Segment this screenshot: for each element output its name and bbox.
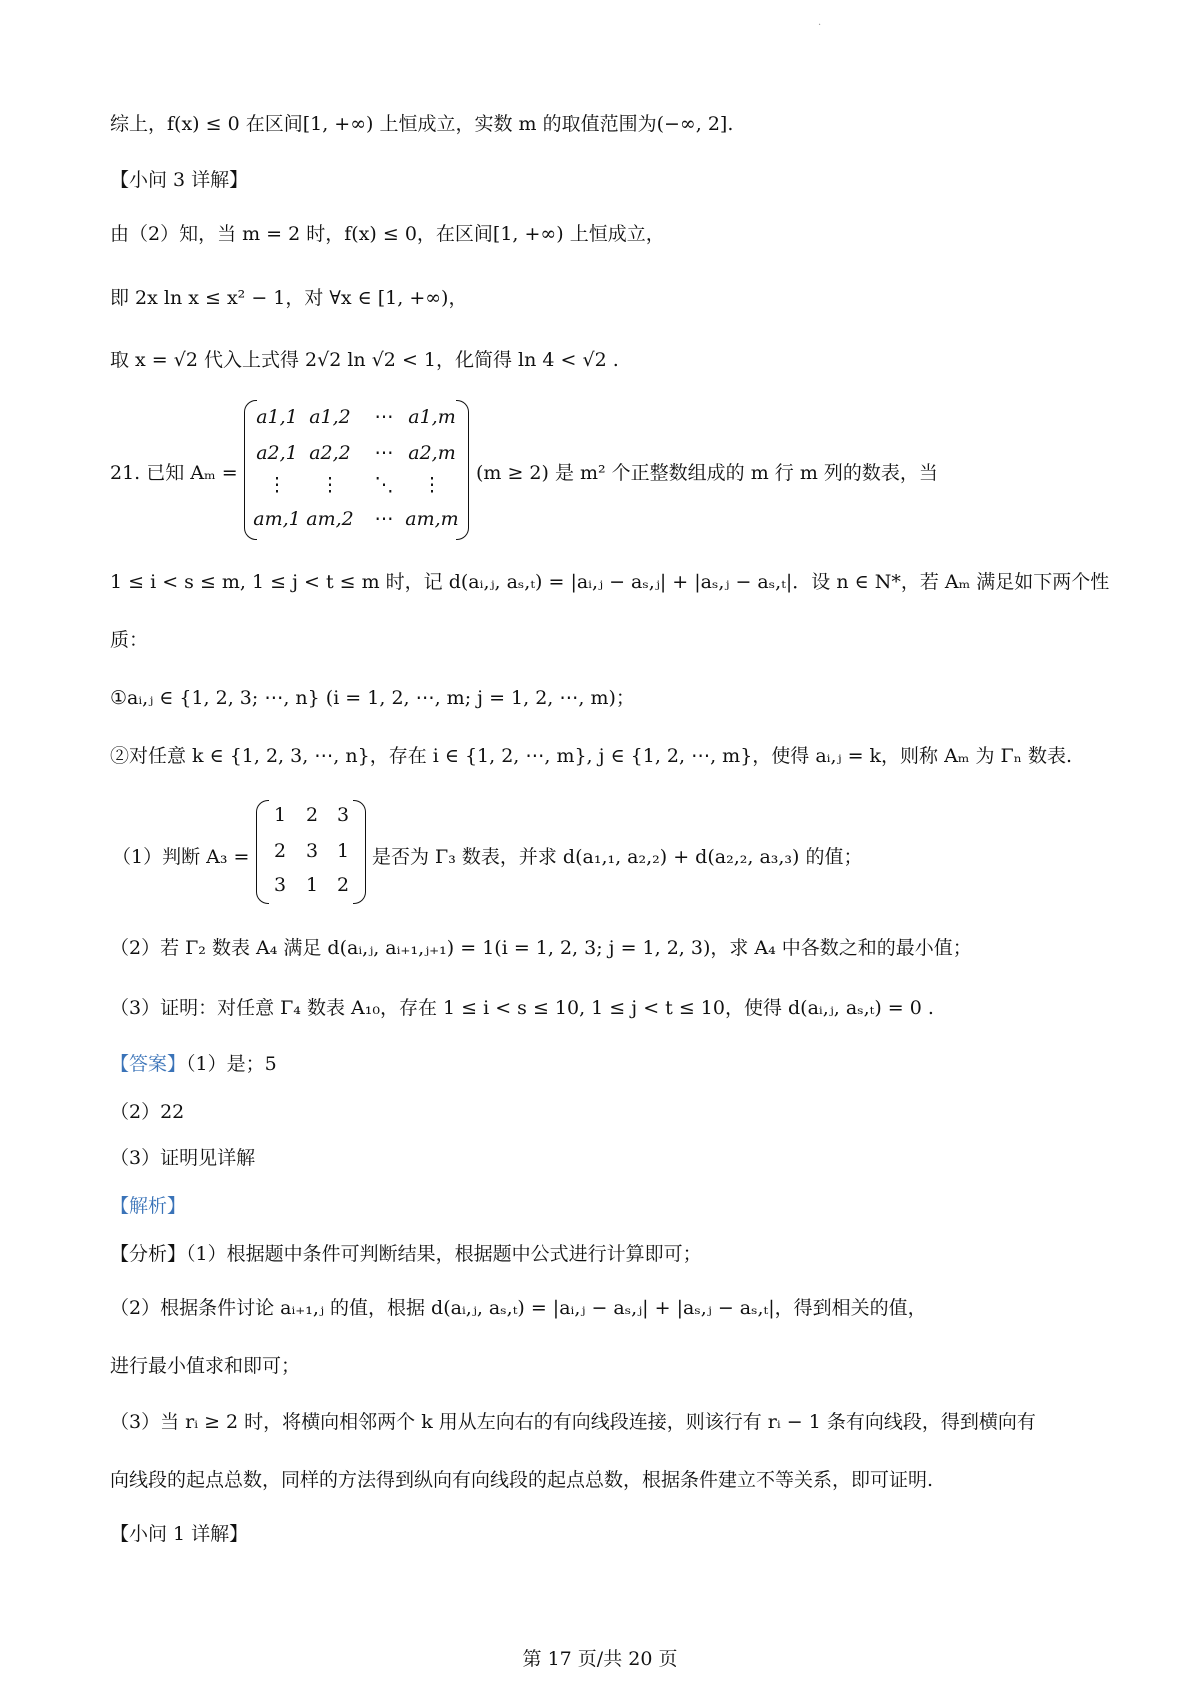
answer-part2: （2）22 [110, 1101, 185, 1123]
matrix-cell: 1 [273, 804, 287, 826]
section-heading-q3: 【小问 3 详解】 [110, 169, 249, 191]
matrix-cell: a1,1 [256, 406, 298, 428]
fenxi-line [110, 1242, 702, 1267]
matrix-cell: 2 [336, 874, 350, 896]
matrix-a3 [256, 800, 366, 904]
q21-suffix: (m ≥ 2) 是 m² 个正整数组成的 m 行 m 列的数表，当 [476, 462, 938, 484]
conclusion-line: 综上，f(x) ≤ 0 在区间[1, +∞) 上恒成立，实数 m 的取值范围为(−∞, 2]. [110, 113, 734, 135]
analysis-label: 【解析】 [110, 1195, 187, 1217]
answer-label: 【答案】 [110, 1053, 187, 1075]
property-2: ②对任意 k ∈ {1, 2, 3, ⋯, n}，存在 i ∈ {1, 2, ⋯, m}, j ∈ {1, 2, ⋯, m}，使得 aᵢ,ⱼ = k，则称 Aₘ 为 Γₙ 数表. [110, 745, 1073, 767]
matrix-cell: ⋯ [374, 406, 394, 428]
answer-line [110, 1052, 277, 1077]
matrix-cell: ⋯ [374, 508, 394, 530]
matrix-cell: am,2 [306, 508, 354, 530]
matrix-cell: 3 [273, 874, 287, 896]
matrix-cell: 2 [273, 840, 287, 862]
matrix-am [244, 400, 469, 540]
answer-part3: （3）证明见详解 [110, 1147, 256, 1169]
left-paren [256, 800, 269, 904]
matrix-cell: a2,1 [256, 442, 298, 464]
page-footer: 第 17 页/共 20 页 [522, 1648, 678, 1670]
fenxi-label: 【分析】 [110, 1243, 187, 1265]
text-line: 取 x = √2 代入上式得 2√2 ln √2 < 1，化简得 ln 4 < √2 . [110, 349, 619, 371]
matrix-cell: 3 [336, 804, 350, 826]
top-dot: · [818, 20, 822, 31]
property-1: ①aᵢ,ⱼ ∈ {1, 2, 3; ⋯, n} (i = 1, 2, ⋯, m; j = 1, 2, ⋯, m)； [110, 687, 635, 709]
matrix-cell: a1,m [408, 406, 456, 428]
matrix-cell: ⋱ [374, 474, 394, 496]
fenxi-text: （1）根据题中条件可判断结果，根据题中公式进行计算即可； [186, 1243, 702, 1265]
matrix-cell: a2,m [408, 442, 456, 464]
matrix-cell: 2 [305, 804, 319, 826]
text-line: 质： [110, 629, 149, 651]
matrix-cell: ⋮ [320, 474, 340, 496]
matrix-cell: ⋮ [267, 474, 287, 496]
fenxi-part2: （2）根据条件讨论 aᵢ₊₁,ⱼ 的值，根据 d(aᵢ,ⱼ, aₛ,ₜ) = |aᵢ,ⱼ − aₛ,ⱼ| + |aₛ,ⱼ − aₛ,ₜ|，得到相关的值， [110, 1297, 927, 1319]
fenxi-part3-cont: 向线段的起点总数，同样的方法得到纵向有向线段的起点总数，根据条件建立不等关系，即可证明. [110, 1469, 934, 1491]
right-paren [353, 800, 366, 904]
matrix-cell: 3 [305, 840, 319, 862]
matrix-cell: a2,2 [309, 442, 351, 464]
part3-question: （3）证明：对任意 Γ₄ 数表 A₁₀，存在 1 ≤ i < s ≤ 10, 1 ≤ j < t ≤ 10，使得 d(aᵢ,ⱼ, aₛ,ₜ) = 0 . [110, 997, 934, 1019]
section-heading-q1: 【小问 1 详解】 [110, 1523, 249, 1545]
matrix-cell: ⋯ [374, 442, 394, 464]
part1-suffix: 是否为 Γ₃ 数表，并求 d(a₁,₁, a₂,₂) + d(a₂,₂, a₃,₃) 的值； [372, 846, 863, 868]
matrix-cell: a1,2 [309, 406, 351, 428]
matrix-cell: am,m [405, 508, 459, 530]
matrix-cell: ⋮ [422, 474, 442, 496]
part1-prefix: （1）判断 A₃ = [112, 846, 250, 868]
q21-prefix: 21. 已知 Aₘ = [110, 462, 238, 484]
fenxi-part3: （3）当 rᵢ ≥ 2 时，将横向相邻两个 k 用从左向右的有向线段连接，则该行有 rᵢ − 1 条有向线段，得到横向有 [110, 1411, 1036, 1433]
fenxi-part2-cont: 进行最小值求和即可； [110, 1355, 301, 1377]
matrix-cell: 1 [305, 874, 319, 896]
part2-question: （2）若 Γ₂ 数表 A₄ 满足 d(aᵢ,ⱼ, aᵢ₊₁,ⱼ₊₁) = 1(i = 1, 2, 3; j = 1, 2, 3)，求 A₄ 中各数之和的最小值； [110, 937, 972, 959]
text-line: 即 2x ln x ≤ x² − 1，对 ∀x ∈ [1, +∞)， [110, 287, 468, 309]
answer-part1: （1）是；5 [186, 1053, 277, 1075]
text-line: 由（2）知，当 m = 2 时，f(x) ≤ 0，在区间[1, +∞) 上恒成立， [110, 223, 665, 245]
definition-line: 1 ≤ i < s ≤ m, 1 ≤ j < t ≤ m 时，记 d(aᵢ,ⱼ, aₛ,ₜ) = |aᵢ,ⱼ − aₛ,ⱼ| + |aₛ,ⱼ − aₛ,ₜ|．设 n ∈ N*，若 Aₘ 满足如下两个性 [110, 571, 1110, 593]
matrix-cell: am,1 [253, 508, 301, 530]
matrix-cell: 1 [336, 840, 350, 862]
